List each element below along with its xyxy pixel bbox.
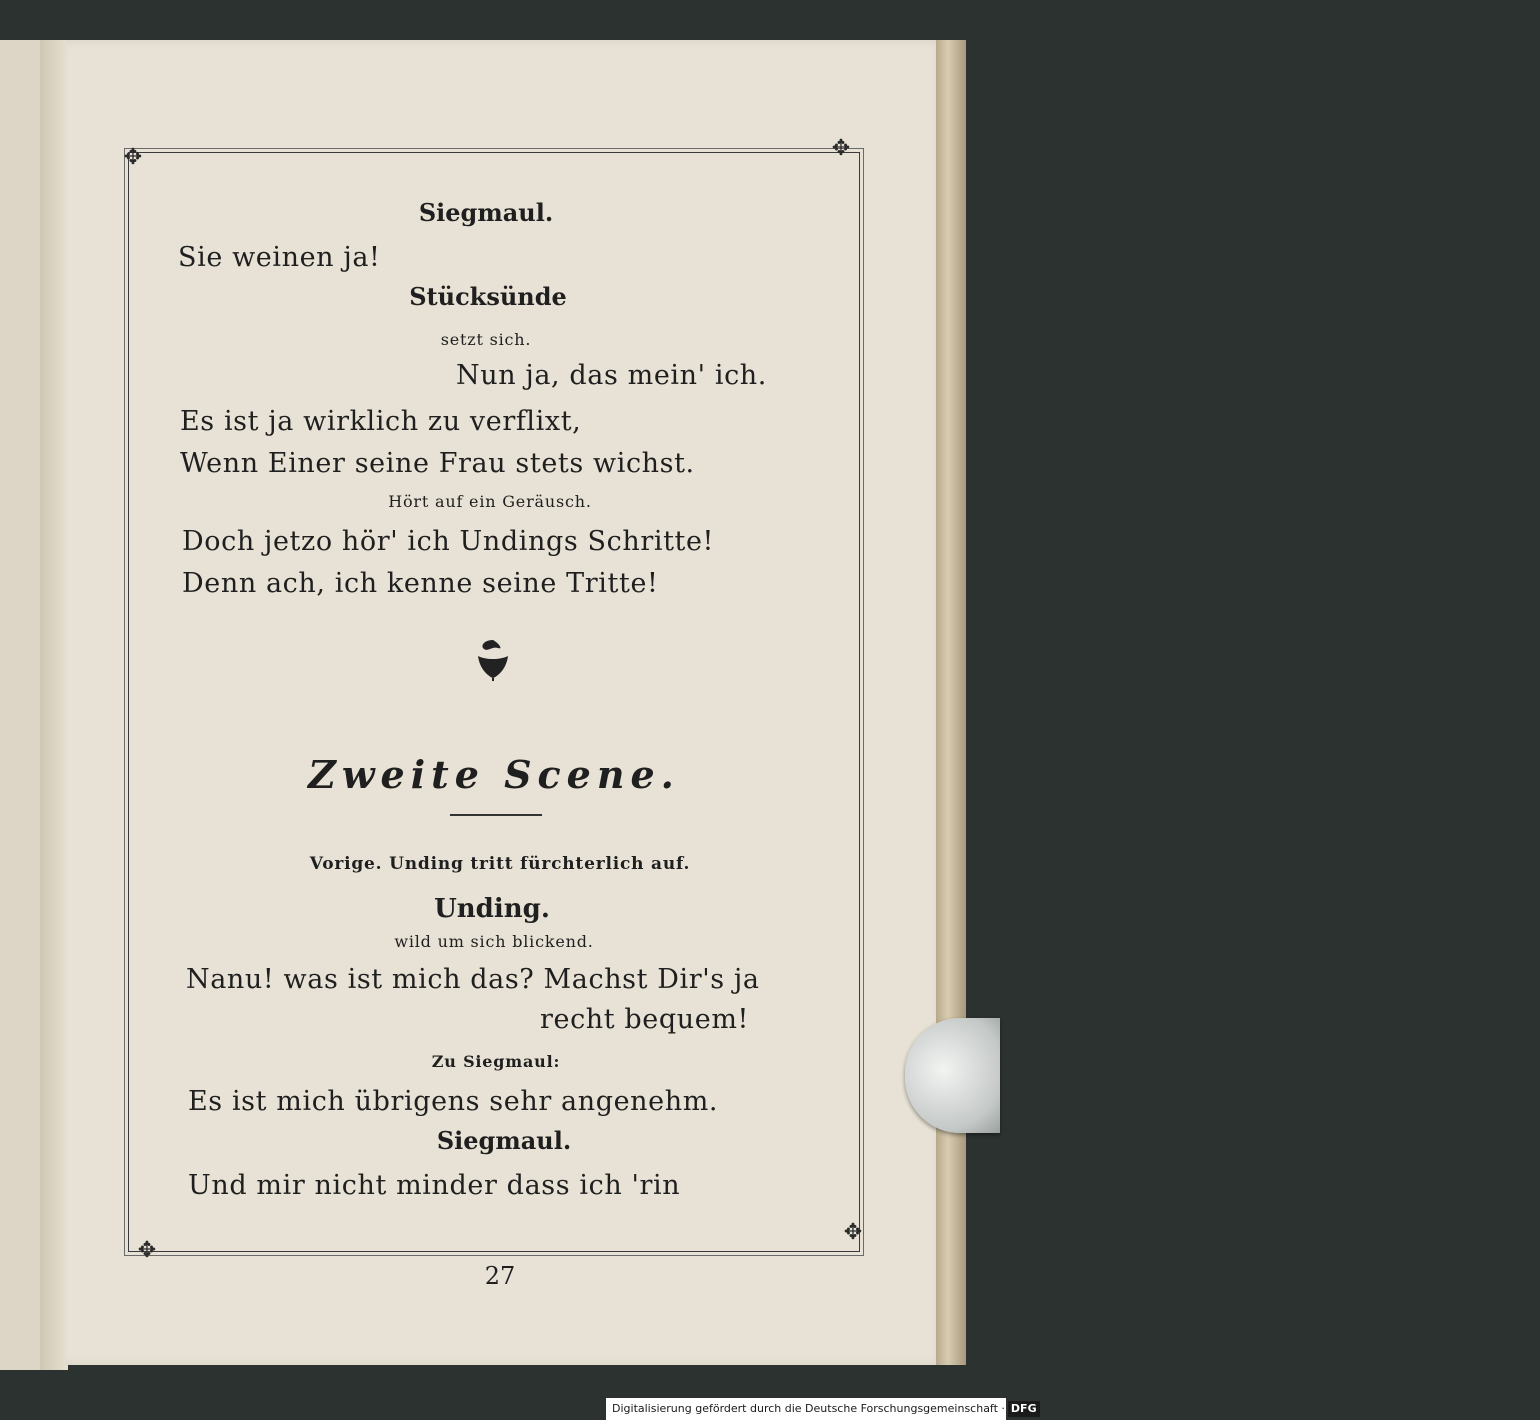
footer-text: Digitalisierung gefördert durch die Deutsche Forschungsgemeinschaft ·	[612, 1402, 1005, 1415]
page-edge	[936, 40, 966, 1365]
stage-direction: Vorige. Unding tritt fürchterlich auf.	[309, 854, 691, 874]
stage-direction: Zu Siegmaul:	[431, 1052, 561, 1071]
verse-line: Es ist mich übrigens sehr angenehm.	[188, 1086, 719, 1117]
corner-ornament-icon: ✥	[831, 136, 851, 161]
verse-line: Nun ja, das mein' ich.	[456, 360, 767, 391]
verse-line: recht bequem!	[540, 1004, 749, 1035]
verse-line: Sie weinen ja!	[178, 242, 381, 273]
verse-line: Wenn Einer seine Frau stets wichst.	[180, 448, 695, 479]
verse-line: Denn ach, ich kenne seine Tritte!	[182, 568, 659, 599]
verse-line: Doch jetzo hör' ich Undings Schritte!	[182, 526, 714, 557]
digitization-footer	[606, 1398, 1037, 1420]
verse-line: Und mir nicht minder dass ich 'rin	[188, 1170, 681, 1201]
stage-direction: wild um sich blickend.	[394, 932, 594, 951]
corner-ornament-icon: ✥	[137, 1238, 157, 1263]
corner-ornament-icon: ✥	[123, 145, 143, 170]
speaker-name: Siegmaul.	[436, 1126, 572, 1155]
stage-direction: setzt sich.	[440, 330, 532, 349]
page-number: 27	[484, 1262, 516, 1290]
book-gutter	[40, 40, 68, 1370]
divider-rule	[450, 814, 542, 816]
speaker-name: Siegmaul.	[418, 198, 554, 227]
dfg-logo: DFG	[1008, 1401, 1040, 1417]
verse-line: Nanu! was ist mich das? Machst Dir's ja	[186, 964, 760, 995]
verse-line: Es ist ja wirklich zu verflixt,	[180, 406, 582, 437]
stage-direction: Hört auf ein Geräusch.	[388, 492, 592, 511]
scene-title: Zweite Scene.	[308, 752, 680, 797]
speaker-name: Stücksünde	[409, 282, 567, 311]
speaker-name: Unding.	[434, 894, 550, 924]
fleuron-ornament-icon	[470, 636, 516, 682]
corner-ornament-icon: ✥	[843, 1220, 863, 1245]
